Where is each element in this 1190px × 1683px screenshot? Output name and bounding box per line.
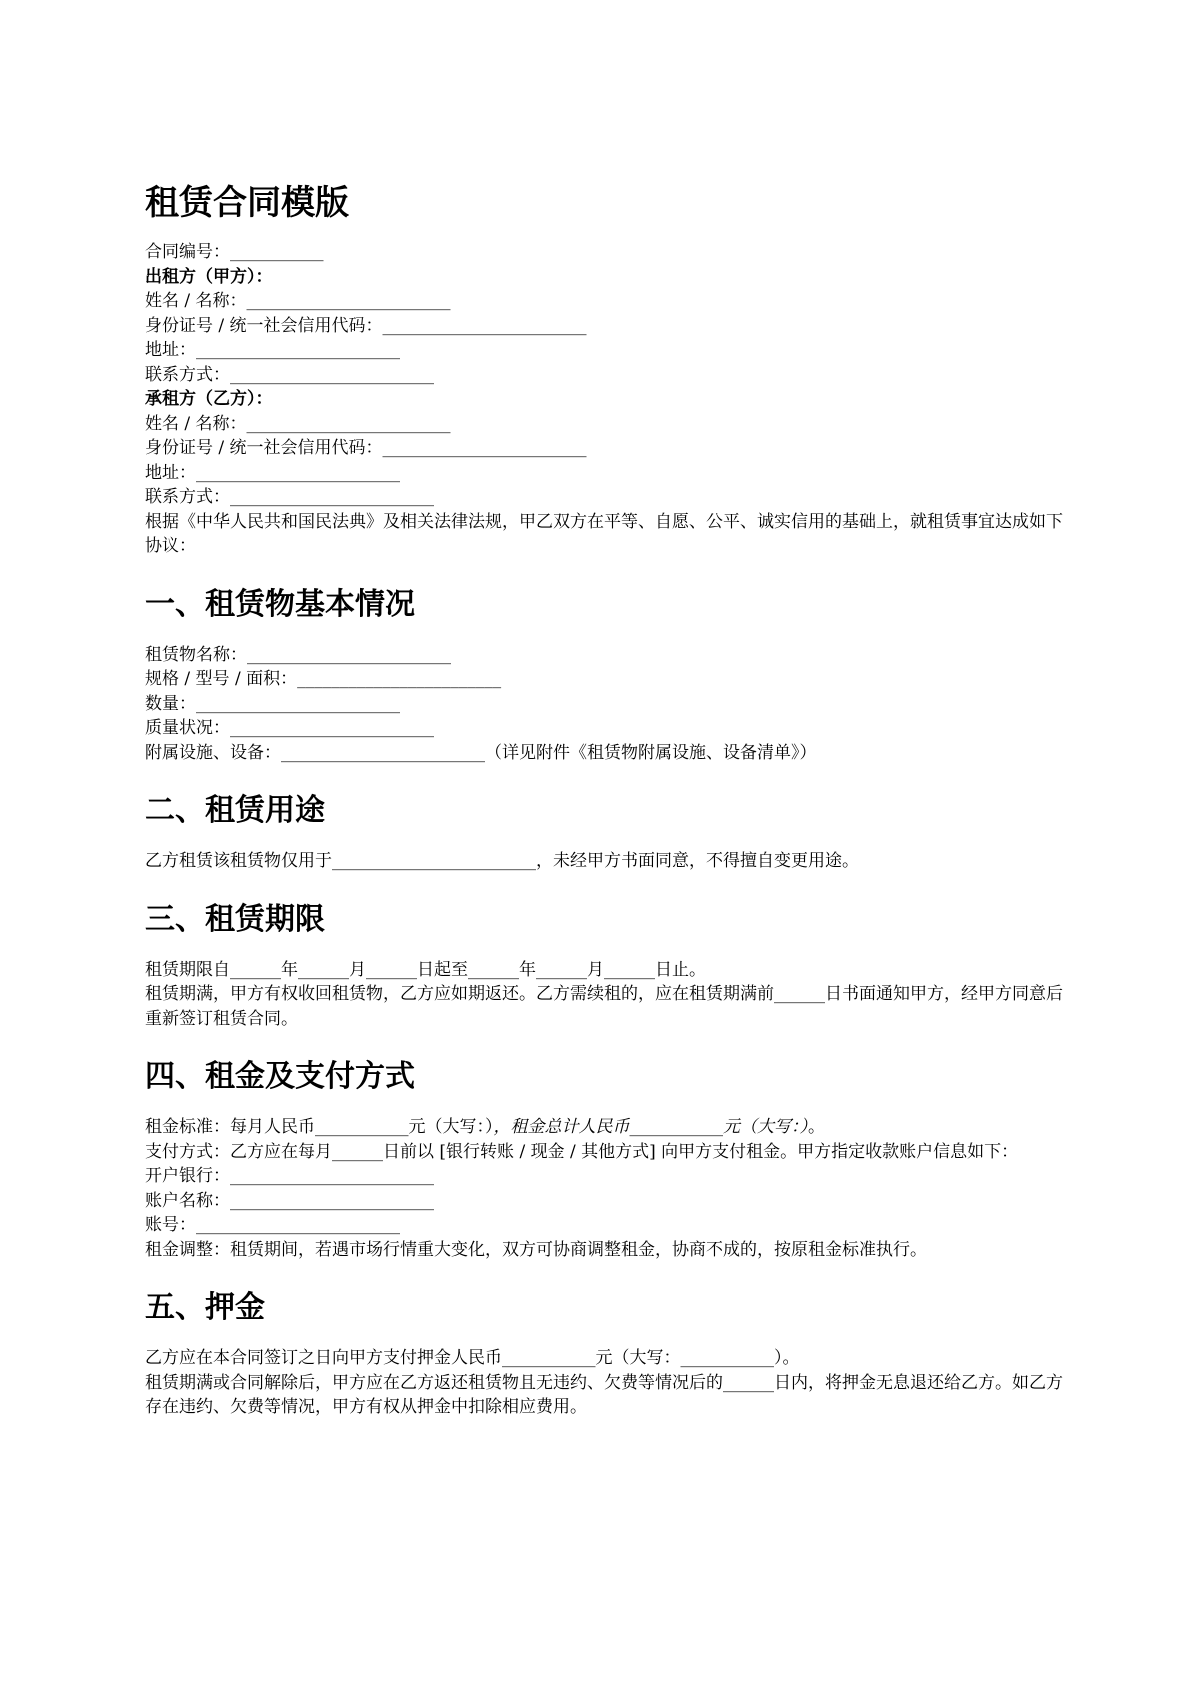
lessor-name-line: 姓名 / 名称：________________________	[145, 291, 451, 311]
rent-standard-line	[145, 1115, 1075, 1140]
page-title: 租赁合同模版	[145, 183, 349, 223]
lessee-name-line: 姓名 / 名称：________________________	[145, 413, 451, 434]
lessor-contact-line: 联系方式：________________________	[145, 364, 434, 385]
bank-name-line: 开户银行：________________________	[145, 1166, 434, 1186]
lessee-heading: 承租方（乙方）：	[145, 389, 273, 409]
account-number-line: 账号：________________________	[145, 1215, 400, 1235]
rent-total-text: ，租金总计人民币___________元（大写：）	[493, 1117, 808, 1137]
section3-heading: 三、租赁期限	[145, 901, 325, 937]
rent-adjustment-line: 租金调整：租赁期间，若遇市场行情重大变化，双方可协商调整租金，协商不成的，按原租金标准执行。	[145, 1239, 927, 1260]
item-facilities-line: 附属设施、设备：________________________（详见附件《租赁物附属设施、设备清单》）	[145, 742, 817, 763]
lessee-address-line: 地址：________________________	[145, 462, 400, 483]
contract-document	[145, 170, 1075, 1420]
item-spec-line: 规格 / 型号 / 面积：________________________	[145, 669, 502, 689]
lessor-address-line: 地址：________________________	[145, 340, 400, 360]
section2-heading: 二、租赁用途	[145, 793, 325, 828]
item-quantity-line: 数量：________________________	[145, 693, 400, 714]
usage-paragraph: 乙方租赁该租赁物仅用于________________________，未经甲方书面同意，不得擅自变更用途。	[145, 851, 859, 871]
lessee-id-line: 身份证号 / 统一社会信用代码：________________________	[145, 438, 587, 458]
lease-renewal-paragraph: 租赁期满，甲方有权收回租赁物，乙方应如期返还。乙方需续租的，应在租赁期满前______日书面通知甲方，经甲方同意后重新签订租赁合同。	[145, 984, 1063, 1029]
rent-standard-text: 租金标准：每月人民币___________元（大写：）	[145, 1117, 494, 1137]
item-quality-line: 质量状况：________________________	[145, 718, 434, 738]
section5-heading: 五、押金	[145, 1290, 265, 1325]
rent-standard-end: 。	[808, 1117, 825, 1137]
section1-heading: 一、租赁物基本情况	[145, 586, 415, 622]
item-name-line: 租赁物名称：________________________	[145, 644, 451, 665]
deposit-amount-line: 乙方应在本合同签订之日向甲方支付押金人民币___________元（大写：___________）。	[145, 1348, 800, 1368]
contract-number-line: 合同编号：___________	[145, 242, 324, 262]
lessor-id-line: 身份证号 / 统一社会信用代码：________________________	[145, 315, 587, 336]
deposit-refund-paragraph: 租赁期满或合同解除后，甲方应在乙方返还租赁物且无违约、欠费等情况后的______日内，将押金无息退还给乙方。如乙方存在违约、欠费等情况，甲方有权从押金中扣除相应费用。	[145, 1372, 1063, 1417]
lessee-contact-line: 联系方式：________________________	[145, 487, 434, 507]
intro-paragraph: 根据《中华人民共和国民法典》及相关法律法规，甲乙双方在平等、自愿、公平、诚实信用的基础上，就租赁事宜达成如下协议：	[145, 511, 1063, 556]
payment-method-paragraph: 支付方式：乙方应在每月______日前以 [银行转账 / 现金 / 其他方式] 向甲方支付租金。甲方指定收款账户信息如下：	[145, 1141, 1019, 1162]
section4-heading: 四、租金及支付方式	[145, 1059, 415, 1094]
lease-term-line: 租赁期限自______年______月______日起至______年______月______日止。	[145, 959, 706, 980]
lessor-heading: 出租方（甲方）：	[145, 266, 273, 287]
account-name-line: 账户名称：________________________	[145, 1190, 434, 1211]
